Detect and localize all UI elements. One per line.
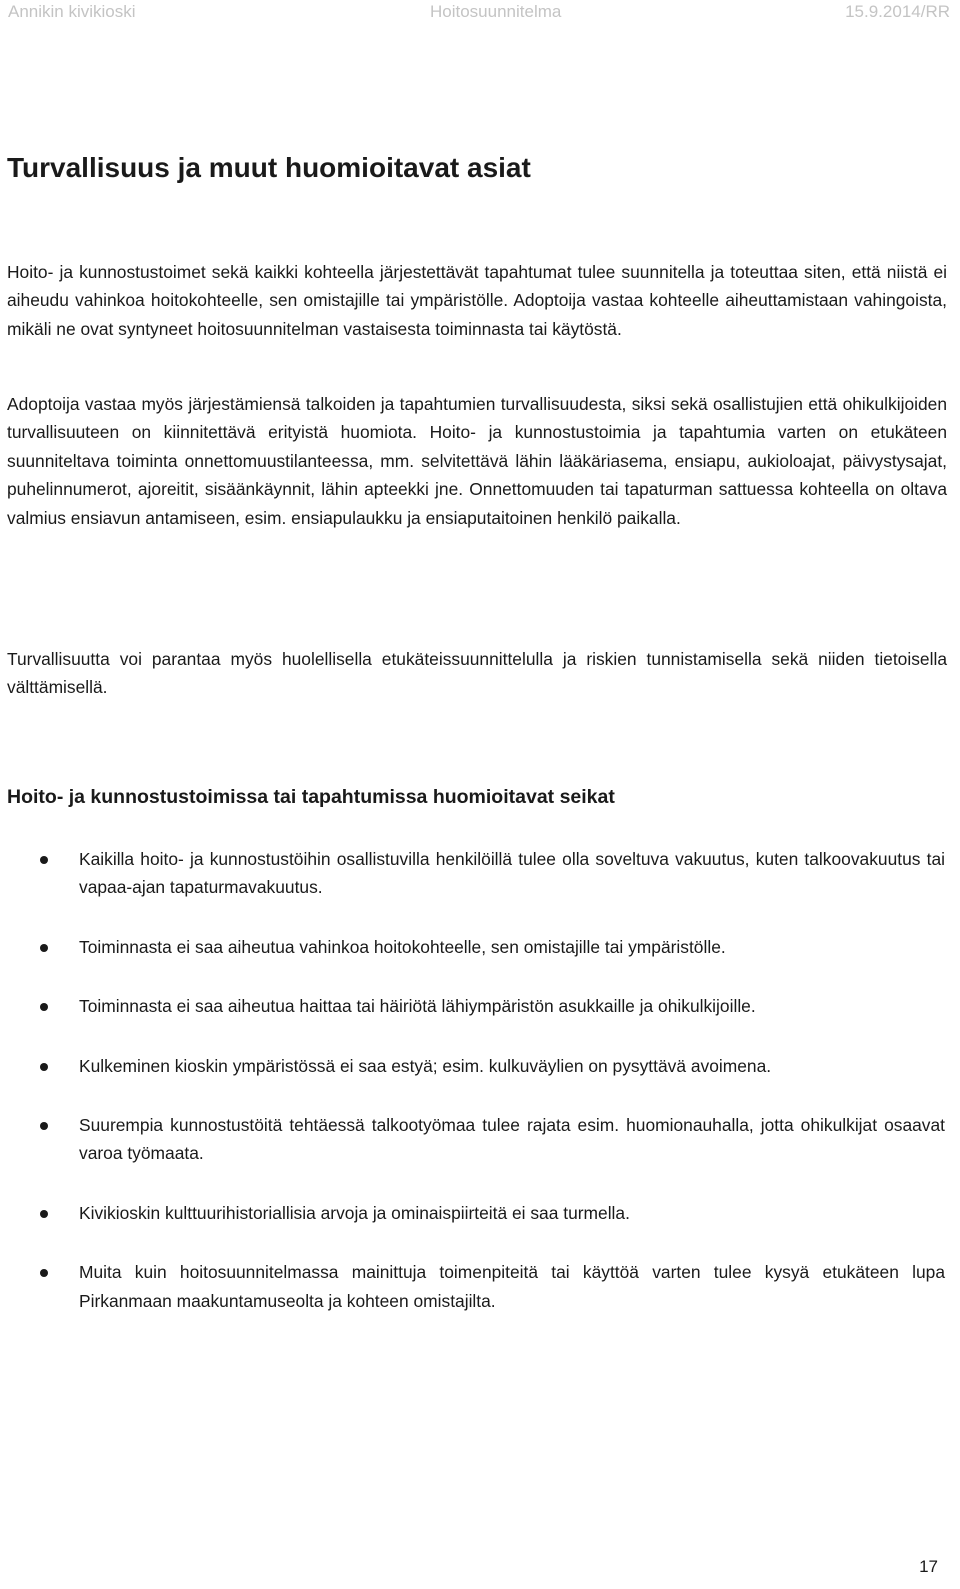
page-header bbox=[0, 0, 960, 24]
list-item bbox=[0, 1258, 960, 1315]
subsection-title: Hoito- ja kunnostustoimissa tai tapahtumissa huomioitavat seikat bbox=[7, 786, 615, 808]
paragraph-2: Adoptoija vastaa myös järjestämiensä talkoiden ja tapahtumien turvallisuudesta, siksi sekä osallistujien että ohikulkijoiden turvallisuuteen on kiinnitettävä erityistä huomiota. Hoito- ja kunnostustoimia ja tapahtumia varten on etukäteen suunniteltava toiminta onnettomuustilanteessa, mm. selvitettävä lähin lääkäriasema, ensiapu, aukioloajat, päivystysajat, puhelinnumerot, ajoreitit, sisäänkäynnit, lähin apteekki jne. Onnettomuuden tai tapaturman sattuessa kohteella on oltava valmius ensiavun antamiseen, esim. ensiapulaukku ja ensiaputaitoinen henkilö paikalla. bbox=[7, 394, 947, 528]
page-number: 17 bbox=[919, 1557, 938, 1576]
list-item-text: Kivikioskin kulttuurihistoriallisia arvoja ja ominaispiirteitä ei saa turmella. bbox=[79, 1202, 630, 1223]
list-item bbox=[0, 845, 960, 902]
list-item-text: Toiminnasta ei saa aiheutua haittaa tai häiriötä lähiympäristön asukkaille ja ohikulkijoille. bbox=[79, 996, 756, 1017]
bullet-icon bbox=[40, 1269, 48, 1277]
bullet-icon bbox=[40, 856, 48, 864]
bullet-icon bbox=[40, 1003, 48, 1011]
list-item bbox=[0, 1199, 960, 1227]
list-item-text: Toiminnasta ei saa aiheutua vahinkoa hoitokohteelle, sen omistajille tai ympäristölle. bbox=[79, 936, 726, 957]
list-item bbox=[0, 933, 960, 961]
bullet-icon bbox=[40, 944, 48, 952]
bullet-icon bbox=[40, 1210, 48, 1218]
list-item-text: Muita kuin hoitosuunnitelmassa mainittuja toimenpiteitä tai käyttöä varten tulee kysyä etukäteen lupa Pirkanmaan maakuntamuseolta ja kohteen omistajilta. bbox=[79, 1262, 945, 1311]
list-item-text: Kulkeminen kioskin ympäristössä ei saa estyä; esim. kulkuväylien on pysyttävä avoimena. bbox=[79, 1055, 772, 1076]
bullet-icon bbox=[40, 1122, 48, 1130]
list-item-text: Kaikilla hoito- ja kunnostustöihin osallistuvilla henkilöillä tulee olla soveltuva vakuutus, kuten talkoovakuutus tai vapaa-ajan tapaturmavakuutus. bbox=[79, 849, 945, 898]
header-document-owner: Annikin kivikioski bbox=[8, 2, 136, 21]
list-item-text: Suurempia kunnostustöitä tehtäessä talkootyömaa tulee rajata esim. huomionauhalla, jotta ohikulkijat osaavat varoa työmaata. bbox=[79, 1115, 945, 1164]
paragraph-3: Turvallisuutta voi parantaa myös huolellisella etukäteissuunnittelulla ja riskien tunnistamisella sekä niiden tietoisella välttämisellä. bbox=[7, 649, 947, 698]
paragraph-1: Hoito- ja kunnostustoimet sekä kaikki kohteella järjestettävät tapahtumat tulee suunnitella ja toteuttaa siten, että niistä ei aiheudu vahinkoa hoitokohteelle, sen omistajille tai ympäristölle. Adoptoija vastaa kohteelle aiheuttamistaan vahingoista, mikäli ne ovat syntyneet hoitosuunnitelman vastaisesta toiminnasta tai käytöstä. bbox=[7, 262, 947, 339]
list-item bbox=[0, 1052, 960, 1080]
header-document-title: Hoitosuunnitelma bbox=[430, 2, 562, 21]
bullet-icon bbox=[40, 1063, 48, 1071]
bullet-list bbox=[0, 845, 960, 1346]
header-date: 15.9.2014/RR bbox=[845, 2, 950, 21]
list-item bbox=[0, 1111, 960, 1168]
list-item bbox=[0, 992, 960, 1020]
section-title: Turvallisuus ja muut huomioitavat asiat bbox=[7, 152, 531, 183]
